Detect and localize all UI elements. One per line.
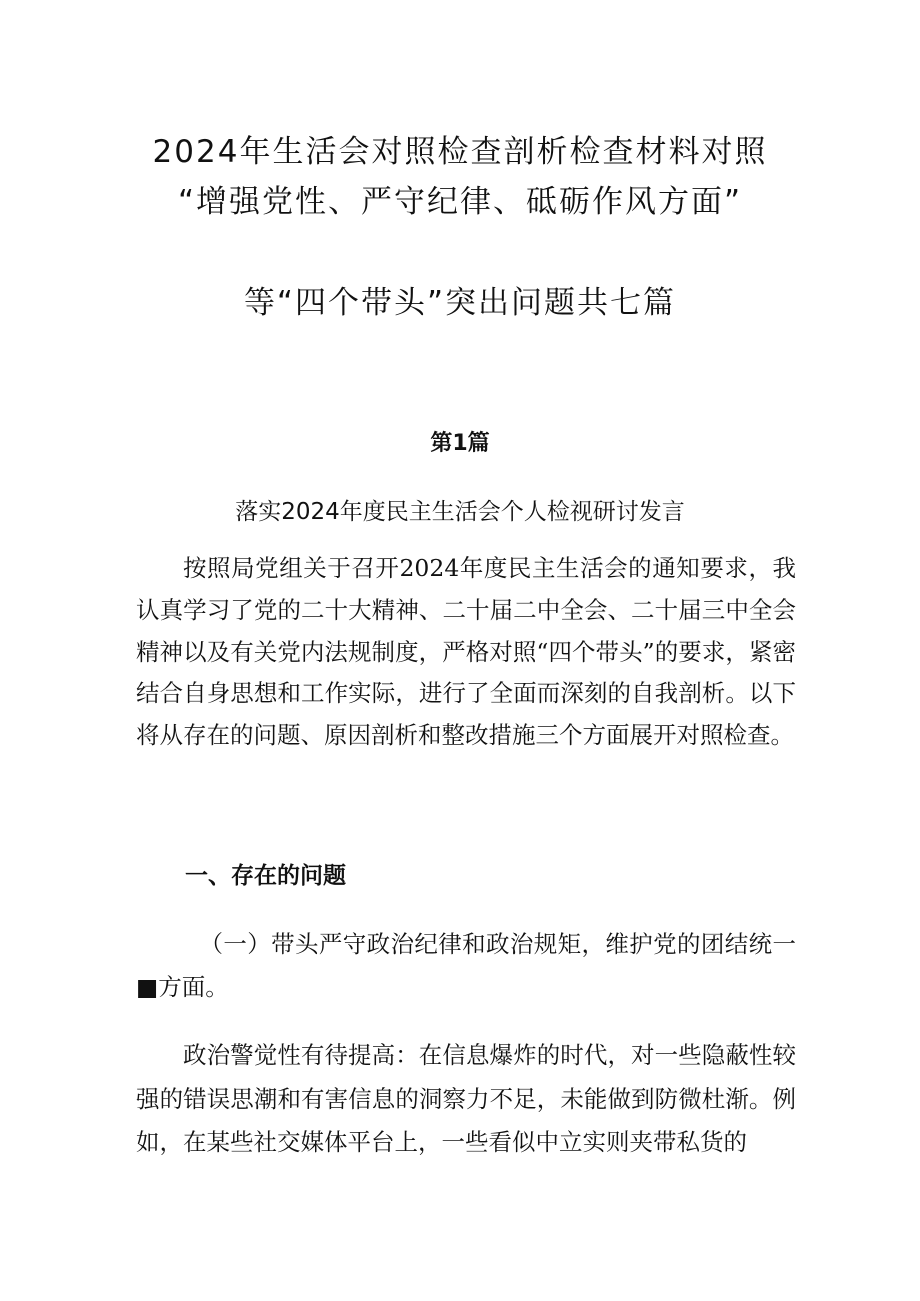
document-title-line-3: 等“四个带头”突出问题共七篇	[243, 285, 677, 321]
article-subtitle: 落实2024年度民主生活会个人检视研讨发言	[235, 499, 685, 525]
subsection-heading: （一）带头严守政治纪律和政治规矩，维护党的团结统一■方面。	[136, 930, 796, 1001]
section-heading: 一、存在的问题	[185, 863, 346, 889]
document-title-line-2: “增强党性、严守纪律、砥砺作风方面”	[177, 184, 743, 220]
intro-paragraph: 按照局党组关于召开2024年度民主生活会的通知要求，我认真学习了党的二十大精神、二十届二中全会、二十届三中全会精神以及有关党内法规制度，严格对照“四个带头”的要求，紧密结合自身思想和工作实际，进行了全面而深刻的自我剖析。以下将从存在的问题、原因剖析和整改措施三个方面展开对照检查。	[136, 554, 796, 750]
body-paragraph: 政治警觉性有待提高：在信息爆炸的时代，对一些隐蔽性较强的错误思潮和有害信息的洞察力不足，未能做到防微杜渐。例如，在某些社交媒体平台上，一些看似中立实则夹带私货的	[136, 1041, 796, 1156]
document-title-line-1: 2024年生活会对照检查剖析检查材料对照	[152, 134, 768, 170]
chapter-label: 第1篇	[430, 431, 490, 456]
